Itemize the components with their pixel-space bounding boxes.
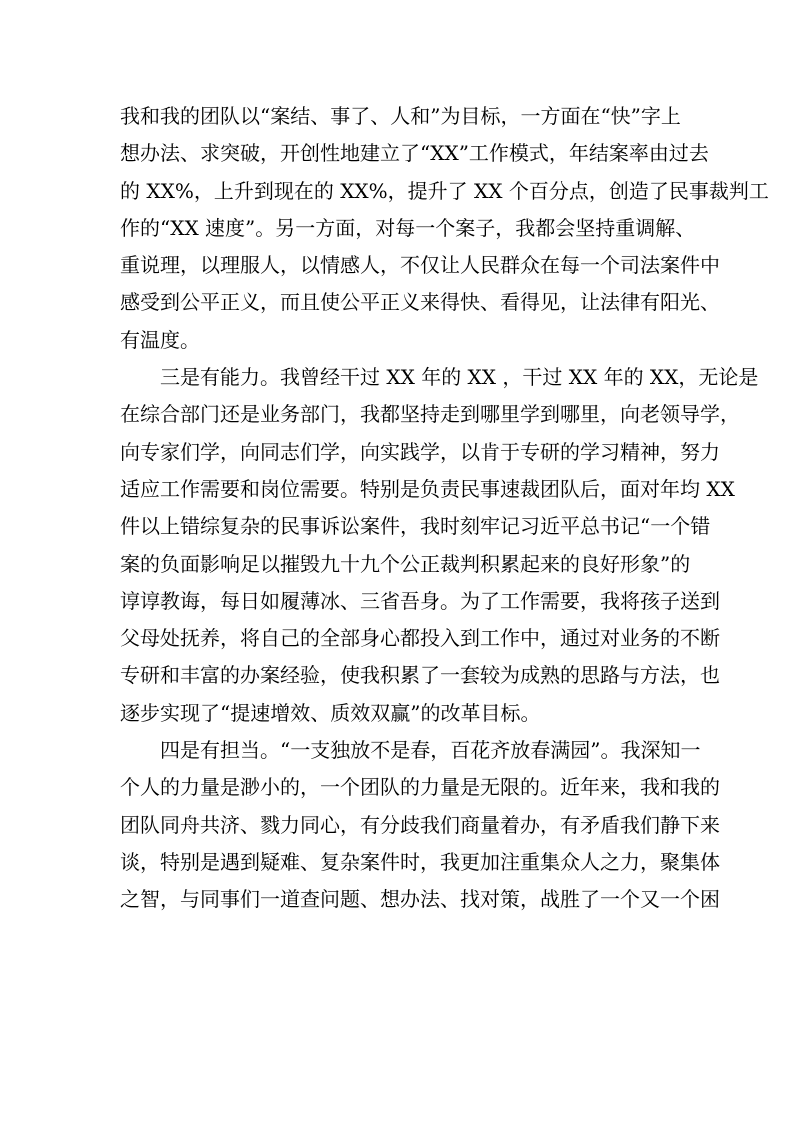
- text-line: 四是有担当。“一支独放不是春，百花齐放春满园”。我深知一: [160, 738, 701, 763]
- text-line: 逐步实现了“提速增效、质效双赢”的改革目标。: [120, 700, 541, 725]
- document-body: [120, 98, 769, 919]
- text-line: 向专家们学，向同志们学，向实践学，以肯于专研的学习精神，努力: [120, 439, 720, 464]
- text-line: 三是有能力。我曾经干过 XX 年的 XX ，干过 XX 年的 XX，无论是: [160, 365, 759, 390]
- text-line: 个人的力量是渺小的，一个团队的力量是无限的。近年来，我和我的: [120, 775, 720, 800]
- text-line: 案的负面影响足以摧毁九十九个公正裁判积累起来的良好形象”的: [120, 551, 691, 576]
- text-line: 重说理，以理服人，以情感人，不仅让人民群众在每一个司法案件中: [120, 253, 720, 278]
- paragraph-2: [120, 359, 759, 732]
- paragraph-3: [120, 732, 720, 918]
- text-line: 作的“XX 速度”。另一方面，对每一个案子，我都会坚持重调解、: [120, 215, 696, 240]
- text-line: 我和我的团队以“案结、事了、人和”为目标，一方面在“快”字上: [120, 104, 681, 128]
- text-line: 之智，与同事们一道查问题、想办法、找对策，战胜了一个又一个困: [120, 887, 720, 912]
- text-line: 谆谆教诲，每日如履薄冰、三省吾身。为了工作需要，我将孩子送到: [120, 588, 720, 613]
- text-line: 在综合部门还是业务部门，我都坚持走到哪里学到哪里，向老领导学，: [120, 402, 740, 427]
- text-line: 的 XX%，上升到现在的 XX%，提升了 XX 个百分点，创造了民事裁判工: [120, 178, 769, 203]
- text-line: 谈，特别是遇到疑难、复杂案件时，我更加注重集众人之力，聚集体: [120, 849, 720, 874]
- text-line: 专研和丰富的办案经验，使我积累了一套较为成熟的思路与方法，也: [120, 663, 720, 688]
- text-line: 父母处抚养，将自己的全部身心都投入到工作中，通过对业务的不断: [120, 626, 720, 651]
- text-line: 有温度。: [120, 327, 200, 352]
- text-line: 感受到公平正义，而且使公平正义来得快、看得见，让法律有阳光、: [120, 290, 720, 315]
- text-line: 适应工作需要和岗位需要。特别是负责民事速裁团队后，面对年均 XX: [120, 476, 735, 501]
- text-line: 件以上错综复杂的民事诉讼案件，我时刻牢记习近平总书记“一个错: [120, 514, 711, 539]
- paragraph-1: [120, 98, 769, 359]
- text-line: 想办法、求突破，开创性地建立了“XX”工作模式，年结案率由过去: [120, 141, 709, 166]
- text-line: 团队同舟共济、戮力同心，有分歧我们商量着办，有矛盾我们静下来: [120, 812, 720, 837]
